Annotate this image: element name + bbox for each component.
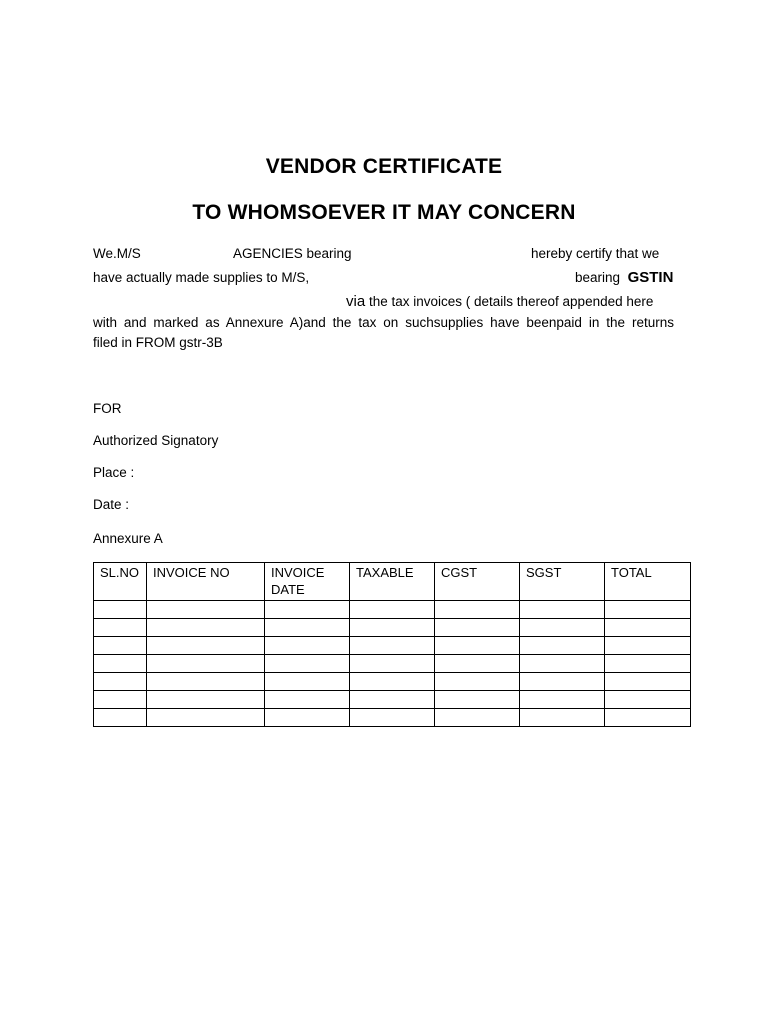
para-we-ms: We.M/S bbox=[93, 246, 141, 261]
para-bearing-gstin bbox=[575, 269, 673, 286]
table-cell bbox=[265, 601, 350, 619]
table-cell bbox=[147, 673, 265, 691]
col-header-slno: SL.NO bbox=[94, 563, 147, 601]
col-header-taxable: TAXABLE bbox=[350, 563, 435, 601]
table-cell bbox=[265, 691, 350, 709]
table-cell bbox=[350, 601, 435, 619]
table-cell bbox=[94, 637, 147, 655]
table-cell bbox=[605, 619, 691, 637]
table-cell bbox=[520, 673, 605, 691]
col-header-invoice-no: INVOICE NO bbox=[147, 563, 265, 601]
table-cell bbox=[147, 655, 265, 673]
table-cell bbox=[520, 619, 605, 637]
table-cell bbox=[94, 709, 147, 727]
table-cell bbox=[147, 619, 265, 637]
table-row bbox=[94, 673, 691, 691]
para-gstin: GSTIN bbox=[627, 269, 674, 286]
annexure-label: Annexure A bbox=[93, 531, 163, 546]
col-header-total: TOTAL bbox=[605, 563, 691, 601]
table-cell bbox=[350, 709, 435, 727]
table-cell bbox=[435, 673, 520, 691]
col-header-invoice-date: INVOICE DATE bbox=[265, 563, 350, 601]
col-header-sgst: SGST bbox=[520, 563, 605, 601]
table-cell bbox=[94, 601, 147, 619]
certificate-title: VENDOR CERTIFICATE bbox=[265, 155, 503, 178]
table-cell bbox=[147, 637, 265, 655]
table-cell bbox=[520, 601, 605, 619]
table-cell bbox=[147, 709, 265, 727]
table-header-row bbox=[94, 563, 691, 601]
para-bearing: bearing bbox=[575, 270, 621, 285]
table-row bbox=[94, 619, 691, 637]
para-filed-in: filed in FROM gstr-3B bbox=[93, 335, 223, 350]
table-cell bbox=[94, 673, 147, 691]
para-tax-invoices: the tax invoices ( details thereof appended here bbox=[365, 294, 654, 309]
table-cell bbox=[350, 637, 435, 655]
table-cell bbox=[94, 619, 147, 637]
table-cell bbox=[605, 673, 691, 691]
table-cell bbox=[94, 691, 147, 709]
table-cell bbox=[605, 691, 691, 709]
table-cell bbox=[435, 655, 520, 673]
table-cell bbox=[147, 601, 265, 619]
table-cell bbox=[350, 619, 435, 637]
signatory-label: Authorized Signatory bbox=[93, 433, 219, 448]
table-body bbox=[94, 601, 691, 727]
table-cell bbox=[520, 709, 605, 727]
para-supplies-to: have actually made supplies to M/S, bbox=[93, 270, 310, 285]
table-cell bbox=[265, 673, 350, 691]
date-label: Date : bbox=[93, 497, 130, 512]
table-cell bbox=[350, 655, 435, 673]
table-cell bbox=[605, 637, 691, 655]
table-cell bbox=[435, 601, 520, 619]
table-cell bbox=[435, 709, 520, 727]
table-cell bbox=[350, 673, 435, 691]
para-via: via bbox=[346, 293, 366, 310]
table-cell bbox=[350, 691, 435, 709]
table-cell bbox=[265, 655, 350, 673]
table-cell bbox=[605, 655, 691, 673]
col-header-cgst: CGST bbox=[435, 563, 520, 601]
table-cell bbox=[94, 655, 147, 673]
table-cell bbox=[605, 601, 691, 619]
para-annexure-line: with and marked as Annexure A)and the tax on suchsupplies have beenpaid in the returns bbox=[93, 315, 674, 330]
table-cell bbox=[520, 637, 605, 655]
para-agencies-bearing: AGENCIES bearing bbox=[233, 246, 352, 261]
table-row bbox=[94, 655, 691, 673]
table-cell bbox=[520, 691, 605, 709]
table-cell bbox=[520, 655, 605, 673]
certificate-subtitle: TO WHOMSOEVER IT MAY CONCERN bbox=[192, 201, 576, 224]
table-cell bbox=[265, 637, 350, 655]
table-cell bbox=[435, 637, 520, 655]
table-row bbox=[94, 691, 691, 709]
table-row bbox=[94, 637, 691, 655]
for-label: FOR bbox=[93, 401, 122, 416]
table-cell bbox=[435, 691, 520, 709]
table-row bbox=[94, 601, 691, 619]
table-row bbox=[94, 709, 691, 727]
place-label: Place : bbox=[93, 465, 135, 480]
table-cell bbox=[265, 619, 350, 637]
table-cell bbox=[265, 709, 350, 727]
table-cell bbox=[147, 691, 265, 709]
table-cell bbox=[435, 619, 520, 637]
para-via-line bbox=[346, 293, 653, 310]
para-hereby-certify: hereby certify that we bbox=[531, 246, 660, 261]
table-cell bbox=[605, 709, 691, 727]
annexure-table bbox=[93, 562, 691, 727]
